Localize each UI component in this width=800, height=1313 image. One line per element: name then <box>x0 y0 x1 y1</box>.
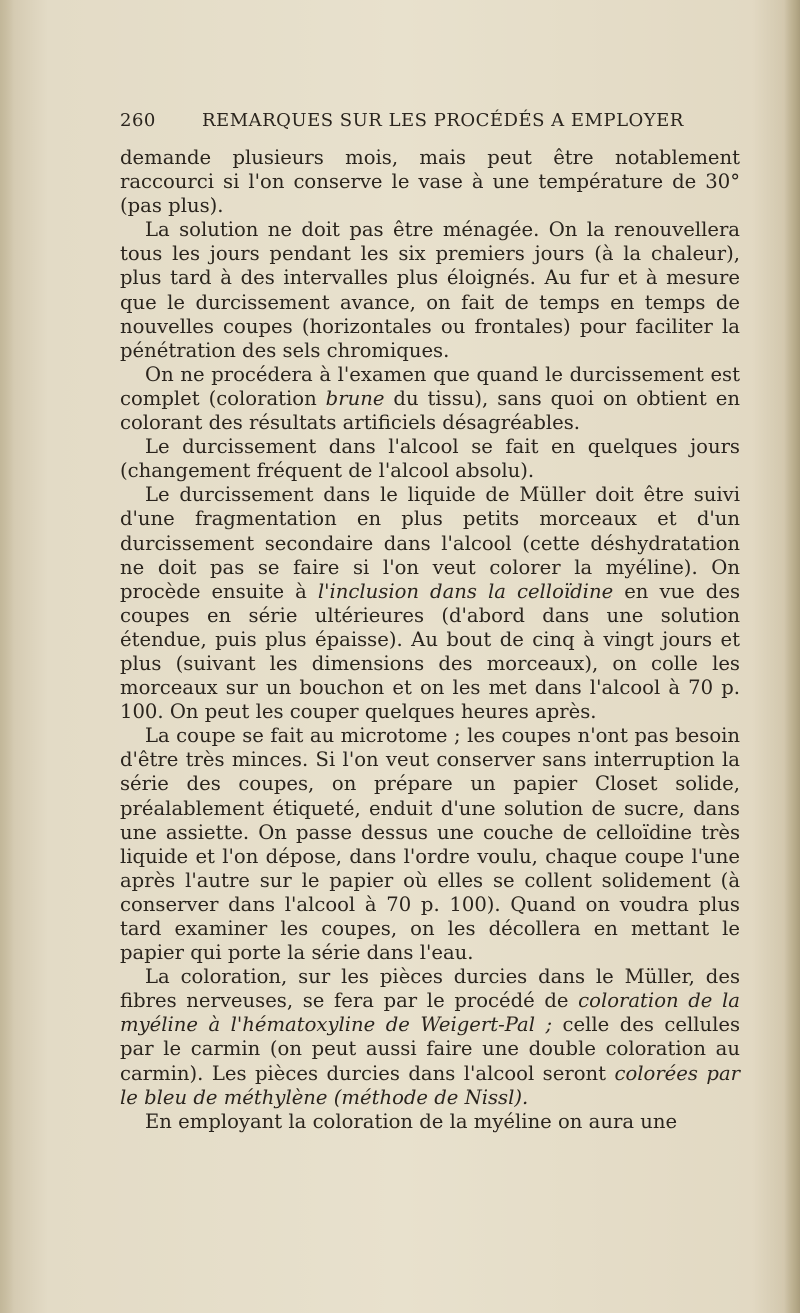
page-right-edge <box>784 0 800 1313</box>
paragraph-4 <box>120 435 740 483</box>
paragraph-4-text: Le durcissement dans l'alcool se fait en quelques jours (changement fréquent de l'alcool absolu). <box>120 435 740 483</box>
paragraph-7-text-b: celle des cellules par le carmin (on peut aussi faire une double coloration au carmin). Les pièces durcies dans l'alcool seront <box>120 1013 741 1085</box>
paragraph-6-text: La coupe se fait au microtome ; les coupes n'ont pas besoin d'être très minces. Si l'on veut conserver sans interruption la série des coupes, on prépare un papier Closet solide, préalablement étiqueté, enduit d'une solution de sucre, dans une assiette. On passe dessus une couche de celloïdine très liquide et l'on dépose, dans l'ordre voulu, chaque coupe l'une après l'autre sur le papier où elles se collent solidement (à conserver dans l'alcool à 70 p. 100). Quand on voudra plus tard examiner les coupes, on les décollera en mettant le papier qui porte la série dans l'eau. <box>120 724 740 965</box>
paragraph-6 <box>120 724 740 965</box>
paragraph-5-emphasis: l'inclusion dans la celloïdine <box>317 579 614 603</box>
paragraph-3-emphasis: brune <box>325 386 385 410</box>
paragraph-7-text-a: La coloration, sur les pièces durcies dans le Müller, des fibres nerveuses, se fera par le procédé de <box>120 965 740 1013</box>
paragraph-1-text: demande plusieurs mois, mais peut être notablement raccourci si l'on conserve le vase à une température de 30° (pas plus). <box>120 146 740 218</box>
paragraph-7-emphasis-1: coloration de la myéline à l'hématoxyline de Weigert-Pal ; <box>120 989 740 1037</box>
running-title: REMARQUES SUR LES PROCÉDÉS A EMPLOYER <box>202 110 684 131</box>
paragraph-2-text: La solution ne doit pas être ménagée. On la renouvellera tous les jours pendant les six premiers jours (à la chaleur), plus tard à des intervalles plus éloignés. Au fur et à mesure que le durcissement avance, on fait de temps en temps de nouvelles coupes (horizontales ou frontales) pour faciliter la pénétration des sels chromiques. <box>120 218 740 362</box>
paragraph-7 <box>120 965 740 1110</box>
paragraph-8-text: En employant la coloration de la myéline on aura une <box>145 1109 678 1133</box>
paragraph-3 <box>120 363 740 435</box>
paragraph-5-text-a: Le durcissement dans le liquide de Müller doit être suivi d'une fragmentation en plus petits morceaux et d'un durcissement secondaire dans l'alcool (cette déshydratation ne doit pas se faire si l'on veut colorer la myéline). On procède ensuite à <box>120 483 740 603</box>
paragraph-8 <box>120 1110 740 1134</box>
paragraph-5-text-b: en vue des coupes en série ultérieures (d'abord dans une solution étendue, puis plus épaisse). Au bout de cinq à vingt jours et plus (suivant les dimensions des morceaux), on colle les morceaux sur un bouchon et on les met dans l'alcool à 70 p. 100. On peut les couper quelques heures après. <box>120 579 740 724</box>
running-header <box>120 110 740 136</box>
paragraph-3-text-b: du tissu), sans quoi on obtient en colorant des résultats artificiels désagréables. <box>120 386 740 435</box>
paragraph-5 <box>120 483 740 724</box>
paragraph-7-emphasis-2: colorées par le bleu de méthylène (méthode de Nissl). <box>120 1061 741 1109</box>
page-left-edge <box>0 0 14 1313</box>
page-number: 260 <box>120 110 156 131</box>
paragraph-2 <box>120 218 740 363</box>
paragraph-3-text-a: On ne procédera à l'examen que quand le durcissement est complet (coloration <box>120 362 740 410</box>
paragraph-1 <box>120 146 740 218</box>
body-text <box>120 146 740 1134</box>
